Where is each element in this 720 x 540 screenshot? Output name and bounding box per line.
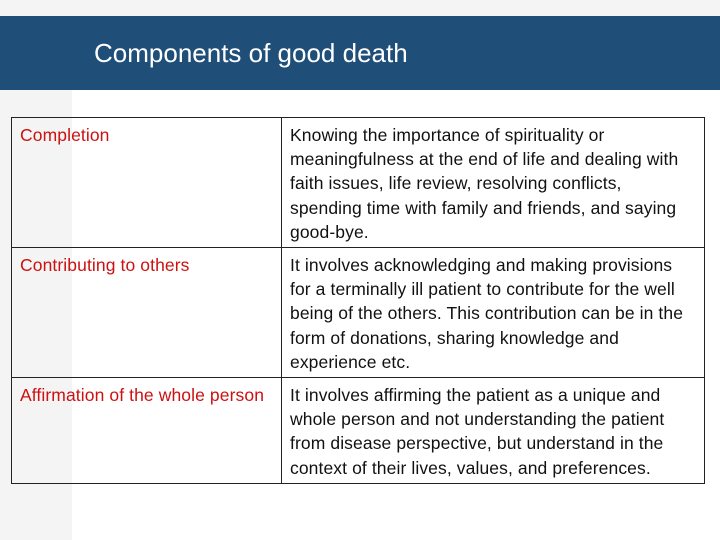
slide-title: Components of good death [94,38,408,68]
description-cell: It involves acknowledging and making provisions for a terminally ill patient to contribute for the well being of the others. This contribution can be in the form of donations, sharing knowledge and experience etc. [282,248,705,378]
table-row [12,118,705,248]
term-cell: Contributing to others [12,248,282,378]
term-cell: Completion [12,118,282,248]
table-row [12,248,705,378]
table-row [12,378,705,484]
description-cell: It involves affirming the patient as a unique and whole person and not understanding the patient from disease perspective, but understand in the context of their lives, values, and preferences. [282,378,705,484]
top-margin-panel [72,0,720,16]
term-cell: Affirmation of the whole person [12,378,282,484]
components-table [11,117,705,484]
description-cell: Knowing the importance of spirituality or meaningfulness at the end of life and dealing with faith issues, life review, resolving conflicts, spending time with family and friends, and saying good-bye. [282,118,705,248]
